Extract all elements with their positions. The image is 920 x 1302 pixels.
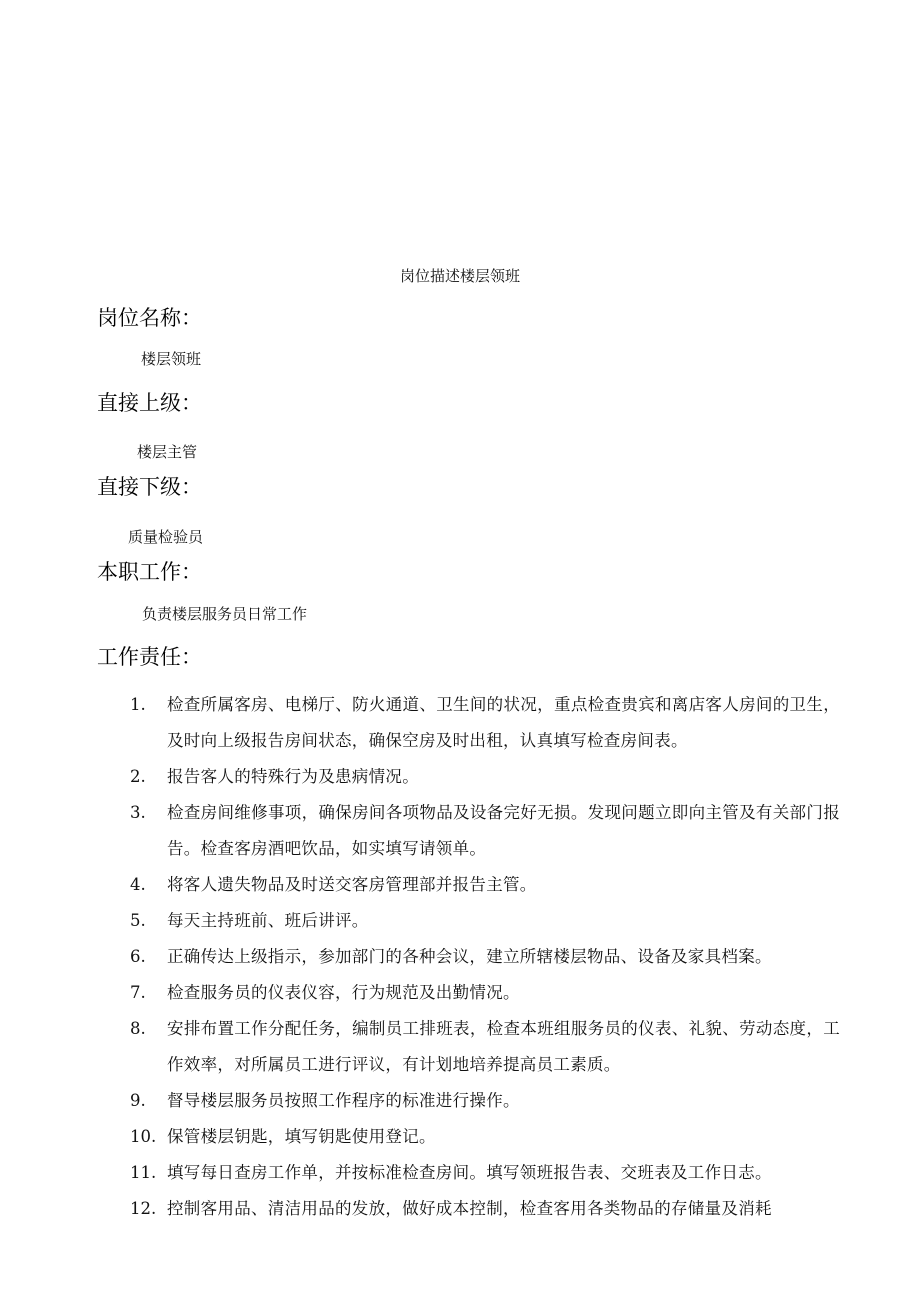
list-item-number: 5. bbox=[130, 911, 146, 930]
list-item bbox=[130, 903, 840, 939]
list-item-number: 8. bbox=[130, 1019, 146, 1038]
list-item bbox=[130, 759, 840, 795]
list-item-number: 4. bbox=[130, 875, 146, 894]
list-item-text: 填写每日查房工作单，并按标准检查房间。填写领班报告表、交班表及工作日志。 bbox=[167, 1163, 772, 1182]
list-item-number: 12. bbox=[130, 1199, 157, 1218]
list-item-number: 9. bbox=[130, 1091, 146, 1110]
list-item-text: 安排布置工作分配任务，编制员工排班表，检查本班组服务员的仪表、礼貌、劳动态度，工作效率，对所属员工进行评议，有计划地培养提高员工素质。 bbox=[167, 1019, 840, 1074]
list-item-text: 报告客人的特殊行为及患病情况。 bbox=[167, 767, 419, 786]
list-item bbox=[130, 1119, 840, 1155]
list-item-number: 10. bbox=[130, 1127, 157, 1146]
list-item bbox=[130, 867, 840, 903]
duty-heading: 本职工作： bbox=[97, 560, 202, 584]
list-item-number: 1. bbox=[130, 695, 146, 714]
list-item-text: 保管楼层钥匙，填写钥匙使用登记。 bbox=[167, 1127, 436, 1146]
list-item-text: 正确传达上级指示，参加部门的各种会议，建立所辖楼层物品、设备及家具档案。 bbox=[167, 947, 772, 966]
subordinate-value: 质量检验员 bbox=[128, 528, 204, 546]
superior-value: 楼层主管 bbox=[137, 443, 198, 461]
list-item bbox=[130, 939, 840, 975]
document-title: 岗位描述楼层领班 bbox=[399, 267, 520, 285]
list-item-number: 2. bbox=[130, 767, 146, 786]
list-item-number: 6. bbox=[130, 947, 146, 966]
duty-value: 负责楼层服务员日常工作 bbox=[142, 605, 308, 623]
list-item-number: 7. bbox=[130, 983, 146, 1002]
list-item bbox=[130, 795, 840, 867]
list-item-number: 11. bbox=[130, 1163, 157, 1182]
list-item-text: 检查所属客房、电梯厅、防火通道、卫生间的状况，重点检查贵宾和离店客人房间的卫生，及时向上级报告房间状态，确保空房及时出租，认真填写检查房间表。 bbox=[167, 695, 840, 750]
subordinate-heading: 直接下级： bbox=[97, 475, 202, 499]
list-item-text: 督导楼层服务员按照工作程序的标准进行操作。 bbox=[167, 1091, 520, 1110]
list-item-text: 控制客用品、清洁用品的发放，做好成本控制，检查客用各类物品的存储量及消耗 bbox=[167, 1199, 772, 1218]
position-name-value: 楼层领班 bbox=[141, 350, 202, 368]
list-item-text: 检查房间维修事项，确保房间各项物品及设备完好无损。发现问题立即向主管及有关部门报告。检查客房酒吧饮品，如实填写请领单。 bbox=[167, 803, 840, 858]
list-item-text: 将客人遗失物品及时送交客房管理部并报告主管。 bbox=[167, 875, 537, 894]
list-item bbox=[130, 1191, 840, 1227]
position-name-heading: 岗位名称： bbox=[97, 306, 202, 330]
list-item bbox=[130, 1155, 840, 1191]
list-item bbox=[130, 1083, 840, 1119]
responsibilities-list bbox=[130, 687, 840, 1227]
list-item-text: 每天主持班前、班后讲评。 bbox=[167, 911, 369, 930]
responsibilities-heading: 工作责任： bbox=[97, 645, 202, 669]
list-item bbox=[130, 975, 840, 1011]
list-item bbox=[130, 687, 840, 759]
superior-heading: 直接上级： bbox=[97, 391, 202, 415]
list-item bbox=[130, 1011, 840, 1083]
list-item-text: 检查服务员的仪表仪容，行为规范及出勤情况。 bbox=[167, 983, 520, 1002]
list-item-number: 3. bbox=[130, 803, 146, 822]
